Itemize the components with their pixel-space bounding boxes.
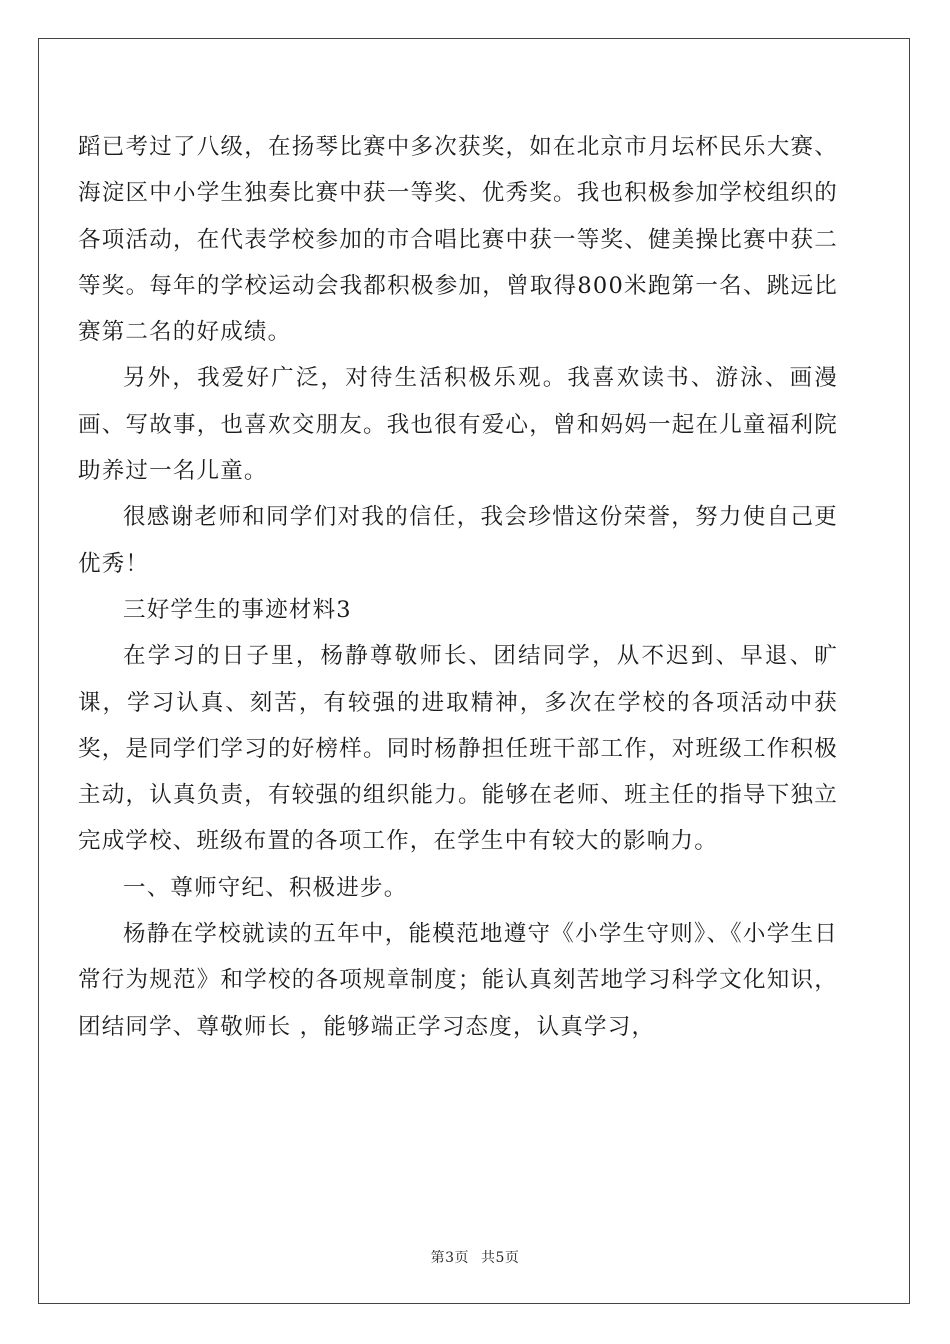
page-footer bbox=[0, 1247, 950, 1267]
section-heading: 三好学生的事迹材料3 bbox=[123, 596, 352, 623]
page-number: 第3页 bbox=[430, 1250, 469, 1266]
paragraph-1: 蹈已考过了八级，在扬琴比赛中多次获奖，如在北京市月坛杯民乐大赛、海淀区中小学生独奏比赛中获一等奖、优秀奖。我也积极参加学校组织的各项活动，在代表学校参加的市合唱比赛中获一等奖、健美操比赛中获二等奖。每年的学校运动会我都积极参加，曾取得800米跑第一名、跳远比赛第二名的好成绩。 bbox=[78, 134, 838, 346]
paragraph-4: 在学习的日子里，杨静尊敬师长、团结同学，从不迟到、早退、旷课，学习认真、刻苦，有较强的进取精神，多次在学校的各项活动中获奖，是同学们学习的好榜样。同时杨静担任班干部工作，对班级工作积极主动，认真负责，有较强的组织能力。能够在老师、班主任的指导下独立完成学校、班级布置的各项工作，在学生中有较大的影响力。 bbox=[78, 643, 838, 855]
document-body bbox=[78, 124, 838, 1050]
page-total: 共5页 bbox=[481, 1250, 520, 1266]
paragraph-3: 很感谢老师和同学们对我的信任，我会珍惜这份荣誉，努力使自己更优秀！ bbox=[78, 504, 838, 577]
paragraph-2: 另外，我爱好广泛，对待生活积极乐观。我喜欢读书、游泳、画漫画、写故事，也喜欢交朋友。我也很有爱心，曾和妈妈一起在儿童福利院助养过一名儿童。 bbox=[78, 365, 838, 485]
paragraph-5: 杨静在学校就读的五年中，能模范地遵守《小学生守则》、《小学生日常行为规范》和学校的各项规章制度；能认真刻苦地学习科学文化知识，团结同学、尊敬师长 ，能够端正学习态度，认真学习， bbox=[78, 921, 838, 1040]
subsection-heading: 一、尊师守纪、积极进步。 bbox=[123, 874, 408, 901]
